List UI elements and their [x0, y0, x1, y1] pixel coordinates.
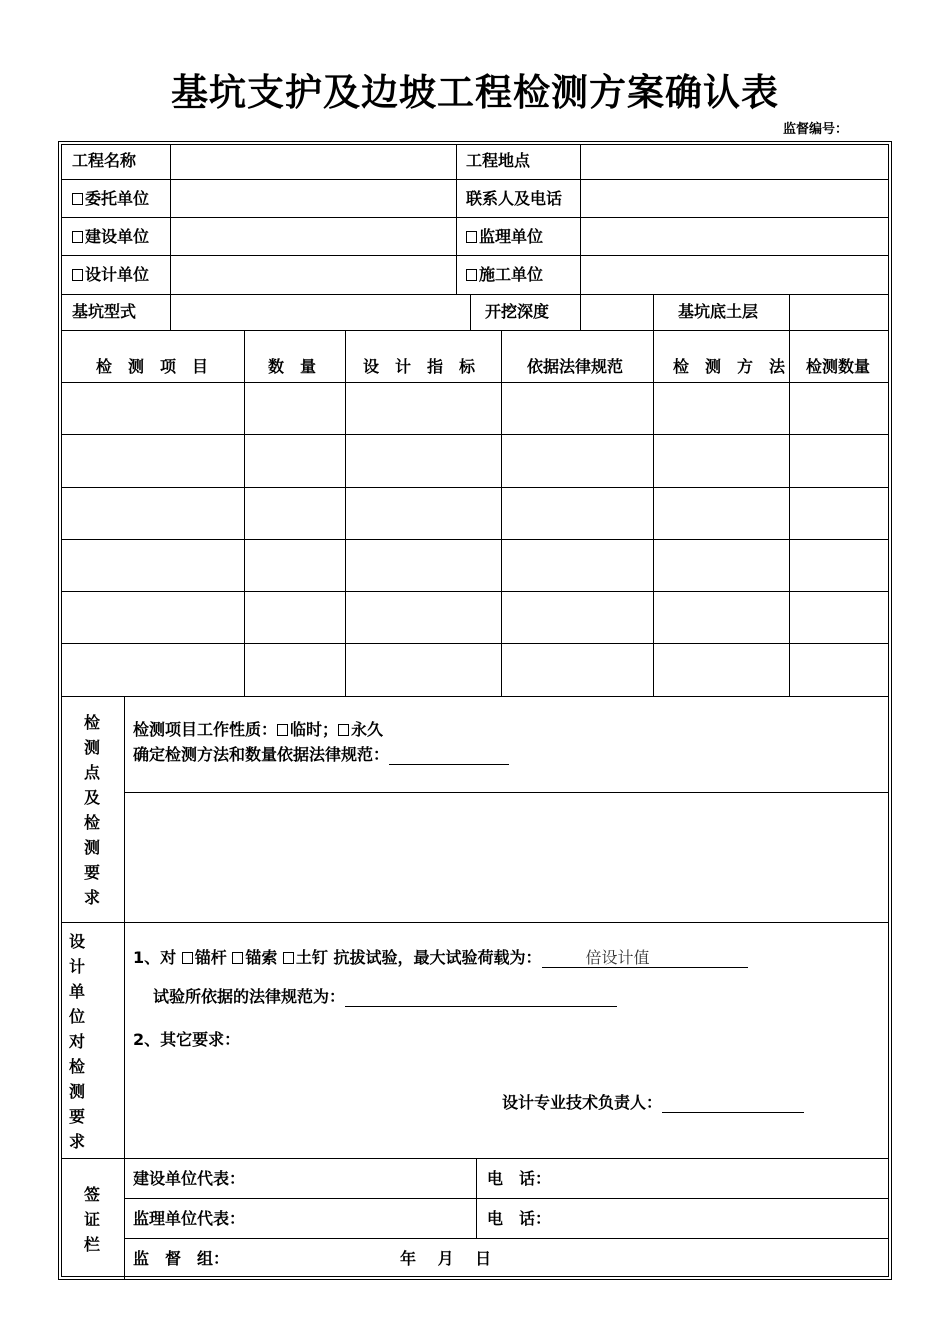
col-divider — [501, 330, 502, 696]
row-divider — [61, 922, 889, 923]
col-divider — [470, 294, 471, 330]
col-divider — [653, 330, 654, 696]
col-divider — [580, 144, 581, 330]
row-divider — [61, 539, 889, 540]
builder-rep-label: 建设单位代表： — [133, 1169, 246, 1188]
test-law-label: 试验所依据的法律规范为： — [153, 987, 346, 1006]
row-divider — [124, 792, 889, 793]
supervisor-unit-row — [466, 227, 543, 247]
test-law-blank[interactable] — [345, 988, 617, 1007]
method-basis-line — [133, 745, 509, 765]
designer-row — [72, 265, 149, 285]
supervision-number-label: 监督编号： — [783, 122, 849, 137]
pit-type-label: 基坑型式 — [72, 302, 137, 321]
checkbox-icon[interactable] — [283, 952, 294, 964]
method-basis-label: 确定检测方法和数量依据法律规范： — [133, 745, 390, 764]
tech-lead-line — [502, 1093, 804, 1113]
excavation-depth-label: 开挖深度 — [485, 302, 550, 321]
header-test-count: 检测数量 — [806, 357, 871, 376]
col-divider — [476, 1158, 477, 1238]
row-divider — [61, 179, 889, 180]
work-nature-label: 检测项目工作性质： — [133, 720, 278, 739]
max-load-blank[interactable] — [542, 949, 748, 968]
times-design-value: 倍设计值 — [585, 948, 650, 967]
client-row — [72, 189, 149, 209]
checkbox-icon[interactable] — [72, 231, 83, 243]
section-label-test-points: 检 测 点 及 检 测 要 求 — [83, 713, 100, 907]
other-requirements-label: 2、其它要求： — [133, 1030, 241, 1049]
date-label: 年 月 日 — [400, 1249, 492, 1268]
constructor-label: 施工单位 — [479, 265, 544, 284]
builder-phone-label: 电 话： — [487, 1169, 552, 1188]
header-quantity: 数 量 — [268, 357, 317, 376]
checkbox-icon[interactable] — [72, 269, 83, 281]
test-law-line — [153, 987, 617, 1007]
row-divider — [61, 217, 889, 218]
builder-row — [72, 227, 149, 247]
contact-phone-label: 联系人及电话 — [466, 189, 563, 208]
checkbox-icon[interactable] — [466, 231, 477, 243]
header-legal-basis: 依据法律规范 — [527, 357, 624, 376]
section-label-design-requirements: 设 计 单 位 对 检 测 要 求 — [68, 932, 85, 1151]
checkbox-icon[interactable] — [338, 724, 349, 736]
tech-lead-blank[interactable] — [662, 1094, 804, 1113]
method-basis-blank[interactable] — [389, 746, 509, 765]
designer-label: 设计单位 — [85, 265, 150, 284]
supervisor-phone-label: 电 话： — [487, 1209, 552, 1228]
tech-lead-label: 设计专业技术负责人： — [502, 1093, 663, 1112]
work-nature-line — [133, 720, 383, 740]
client-label: 委托单位 — [85, 189, 150, 208]
col-divider — [789, 330, 790, 696]
project-location-label: 工程地点 — [466, 151, 531, 170]
row-divider — [61, 1158, 889, 1159]
col-divider — [244, 330, 245, 696]
col-divider — [653, 294, 654, 330]
max-load-label: 抗拔试验，最大试验荷载为： — [333, 948, 542, 967]
row-divider — [61, 294, 889, 295]
row-divider — [124, 1238, 889, 1239]
section-label-sign: 签 证 栏 — [83, 1185, 100, 1254]
project-name-label: 工程名称 — [72, 151, 137, 170]
col-divider — [345, 330, 346, 696]
header-design-index: 设 计 指 标 — [363, 357, 476, 376]
col-divider — [456, 144, 457, 294]
builder-label: 建设单位 — [85, 227, 150, 246]
row-divider — [61, 591, 889, 592]
row-divider — [61, 696, 889, 697]
col-divider — [124, 696, 125, 1280]
checkbox-icon[interactable] — [72, 193, 83, 205]
row-divider — [61, 330, 889, 331]
supervisor-unit-label: 监理单位 — [479, 227, 544, 246]
checkbox-icon[interactable] — [277, 724, 288, 736]
supervisor-rep-label: 监理单位代表： — [133, 1209, 246, 1228]
row-divider — [124, 1198, 889, 1199]
soil-nail-option: 土钉 — [295, 948, 328, 967]
supervision-group-label: 监 督 组： — [133, 1249, 230, 1268]
col-divider — [789, 294, 790, 330]
pullout-test-line — [133, 948, 748, 968]
checkbox-icon[interactable] — [466, 269, 477, 281]
row-divider — [61, 643, 889, 644]
checkbox-icon[interactable] — [232, 952, 243, 964]
item1-prefix: 1、对 — [133, 948, 177, 967]
checkbox-icon[interactable] — [182, 952, 193, 964]
header-test-item: 检 测 项 目 — [96, 357, 209, 376]
row-divider — [61, 255, 889, 256]
anchor-rod-option: 锚杆 — [194, 948, 227, 967]
temporary-option: 临时； — [290, 720, 339, 739]
page-title: 基坑支护及边坡工程检测方案确认表 — [171, 70, 779, 114]
pit-bottom-soil-label: 基坑底土层 — [678, 302, 759, 321]
row-divider — [61, 487, 889, 488]
permanent-option: 永久 — [351, 720, 384, 739]
col-divider — [170, 144, 171, 330]
row-divider — [61, 434, 889, 435]
anchor-cable-option: 锚索 — [245, 948, 278, 967]
constructor-row — [466, 265, 543, 285]
row-divider — [61, 382, 889, 383]
header-test-method: 检 测 方 法 — [673, 357, 786, 376]
